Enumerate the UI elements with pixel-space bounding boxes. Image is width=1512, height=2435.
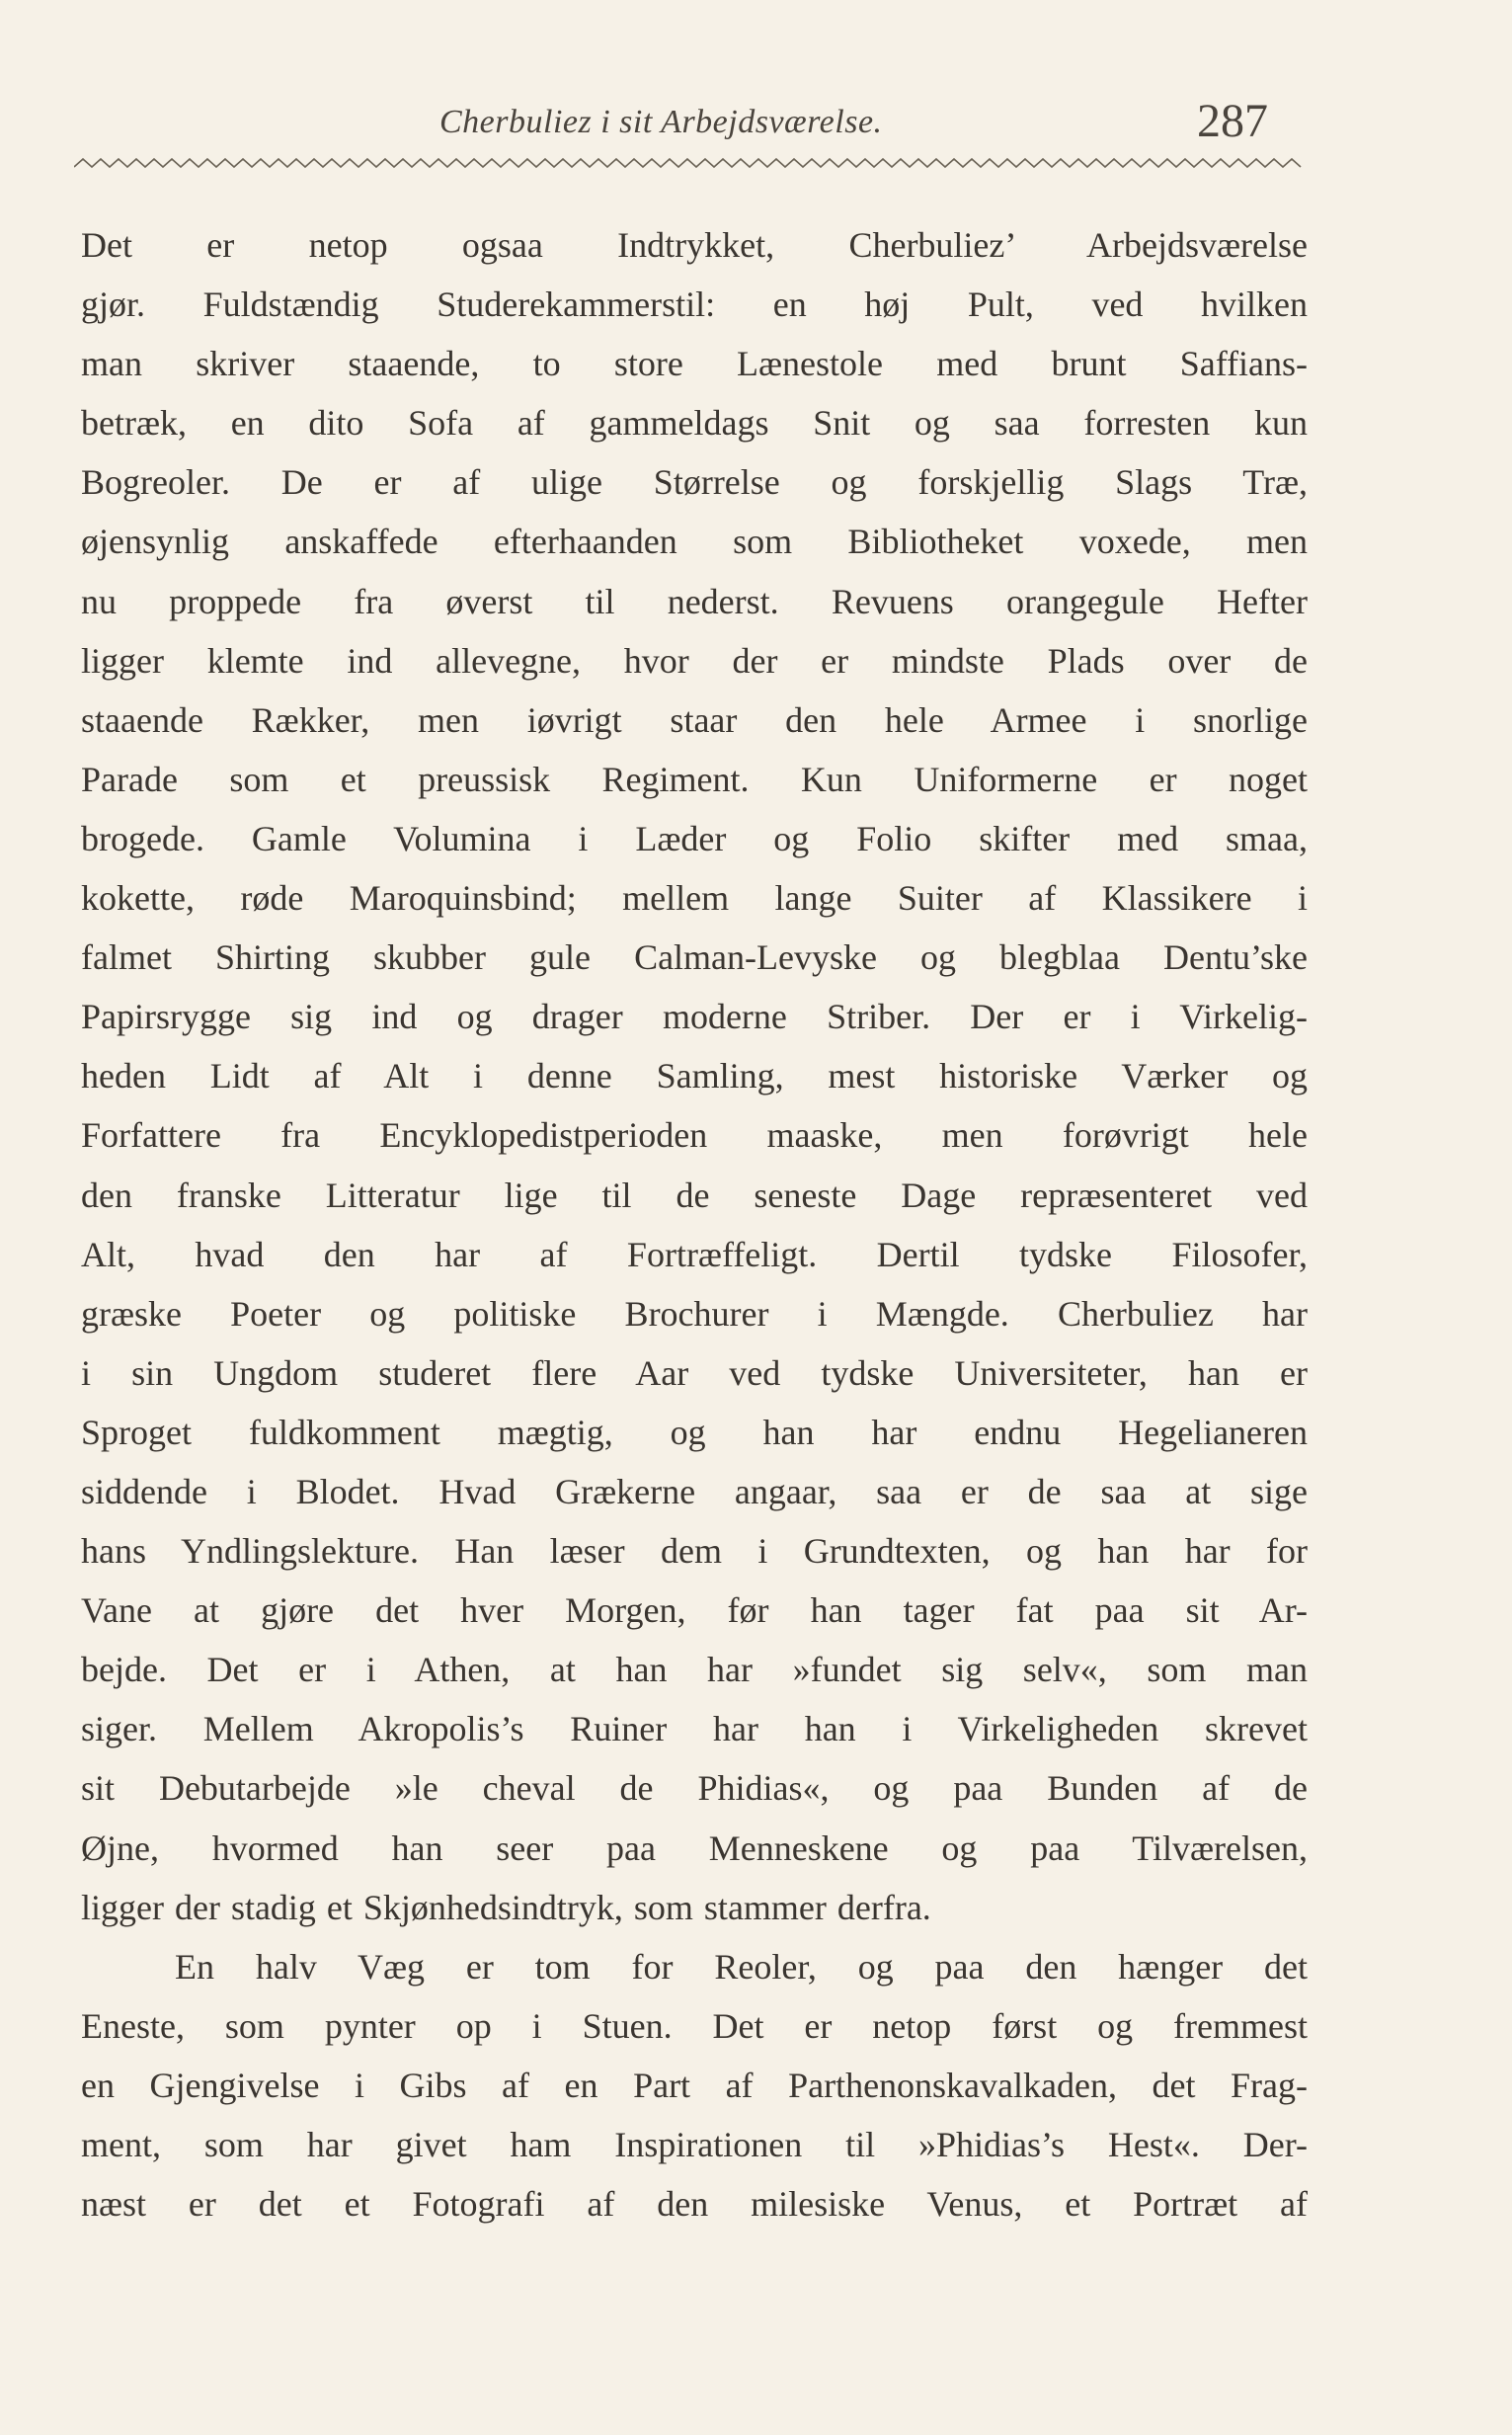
text-line: brogede. Gamle Volumina i Læder og Folio skifter med smaa,	[81, 818, 1308, 858]
text-line: Papirsrygge sig ind og drager moderne Striber. Der er i Virkelig-	[81, 997, 1308, 1037]
text-line: Alt, hvad den har af Fortræffeligt. Dertil tydske Filosofer,	[81, 1234, 1308, 1274]
text-line: hans Yndlingslekture. Han læser dem i Grundtexten, og han har for	[81, 1531, 1308, 1572]
text-line: den franske Litteratur lige til de seneste Dage repræsenteret ved	[81, 1175, 1308, 1215]
paragraph-end-line: ligger der stadig et Skjønhedsindtryk, som stammer derfra.	[81, 1887, 931, 1927]
text-line: Sproget fuldkomment mægtig, og han har endnu Hegelianeren	[81, 1412, 1308, 1452]
text-line: Vane at gjøre det hver Morgen, før han tager fat paa sit Ar-	[81, 1590, 1308, 1631]
text-line: ment, som har givet ham Inspirationen til »Phidias’s Hest«. Der-	[81, 2125, 1308, 2164]
text-line: Bogreoler. De er af ulige Størrelse og forskjellig Slags Træ,	[81, 462, 1308, 503]
text-line: græske Poeter og politiske Brochurer i Mængde. Cherbuliez har	[81, 1293, 1308, 1334]
text-line: sit Debutarbejde »le cheval de Phidias«, og paa Bunden af de	[81, 1768, 1308, 1809]
text-line: Forfattere fra Encyklopedistperioden maaske, men forøvrigt hele	[81, 1115, 1308, 1156]
text-line: falmet Shirting skubber gule Calman-Levyske og blegblaa Dentu’ske	[81, 937, 1308, 978]
text-line: Det er netop ogsaa Indtrykket, Cherbuliez’ Arbejdsværelse	[81, 225, 1308, 265]
text-line: næst er det et Fotografi af den milesiske Venus, et Portræt af	[81, 2184, 1308, 2225]
text-line: betræk, en dito Sofa af gammeldags Snit og saa forresten kun	[81, 403, 1308, 444]
text-line: gjør. Fuldstændig Studerekammerstil: en høj Pult, ved hvilken	[81, 284, 1308, 325]
text-line: bejde. Det er i Athen, at han har »fundet sig selv«, som man	[81, 1650, 1308, 1690]
running-head	[0, 94, 1512, 153]
text-line: staaende Rækker, men iøvrigt staar den hele Armee i snorlige	[81, 699, 1308, 740]
paragraph-start-line: En halv Væg er tom for Reoler, og paa den hænger det	[175, 1946, 1308, 1987]
text-line: man skriver staaende, to store Lænestole med brunt Saffians-	[81, 344, 1308, 384]
text-line: siddende i Blodet. Hvad Grækerne angaar, saa er de saa at sige	[81, 1471, 1308, 1511]
page-number: 287	[1197, 95, 1268, 147]
text-line: heden Lidt af Alt i denne Samling, mest historiske Værker og	[81, 1056, 1308, 1096]
text-line: i sin Ungdom studeret flere Aar ved tydske Universiteter, han er	[81, 1352, 1308, 1393]
text-line: Eneste, som pynter op i Stuen. Det er netop først og fremmest	[81, 2005, 1308, 2046]
text-line: Parade som et preussisk Regiment. Kun Uniformerne er noget	[81, 759, 1308, 799]
text-line: ligger klemte ind allevegne, hvor der er mindste Plads over de	[81, 640, 1308, 681]
text-line: Øjne, hvormed han seer paa Menneskene og paa Tilværelsen,	[81, 1827, 1308, 1868]
ornamental-rule	[74, 156, 1305, 170]
body-text	[81, 215, 1308, 2233]
text-line: en Gjengivelse i Gibs af en Part af Parthenonskavalkaden, det Frag-	[81, 2065, 1308, 2105]
text-line: øjensynlig anskaffede efterhaanden som Bibliotheket voxede, men	[81, 522, 1308, 562]
running-title: Cherbuliez i sit Arbejdsværelse.	[439, 104, 883, 140]
text-line: siger. Mellem Akropolis’s Ruiner har han i Virkeligheden skrevet	[81, 1709, 1308, 1749]
text-line: nu proppede fra øverst til nederst. Revuens orangegule Hefter	[81, 581, 1308, 621]
text-line: kokette, røde Maroquinsbind; mellem lange Suiter af Klassikere i	[81, 878, 1308, 919]
